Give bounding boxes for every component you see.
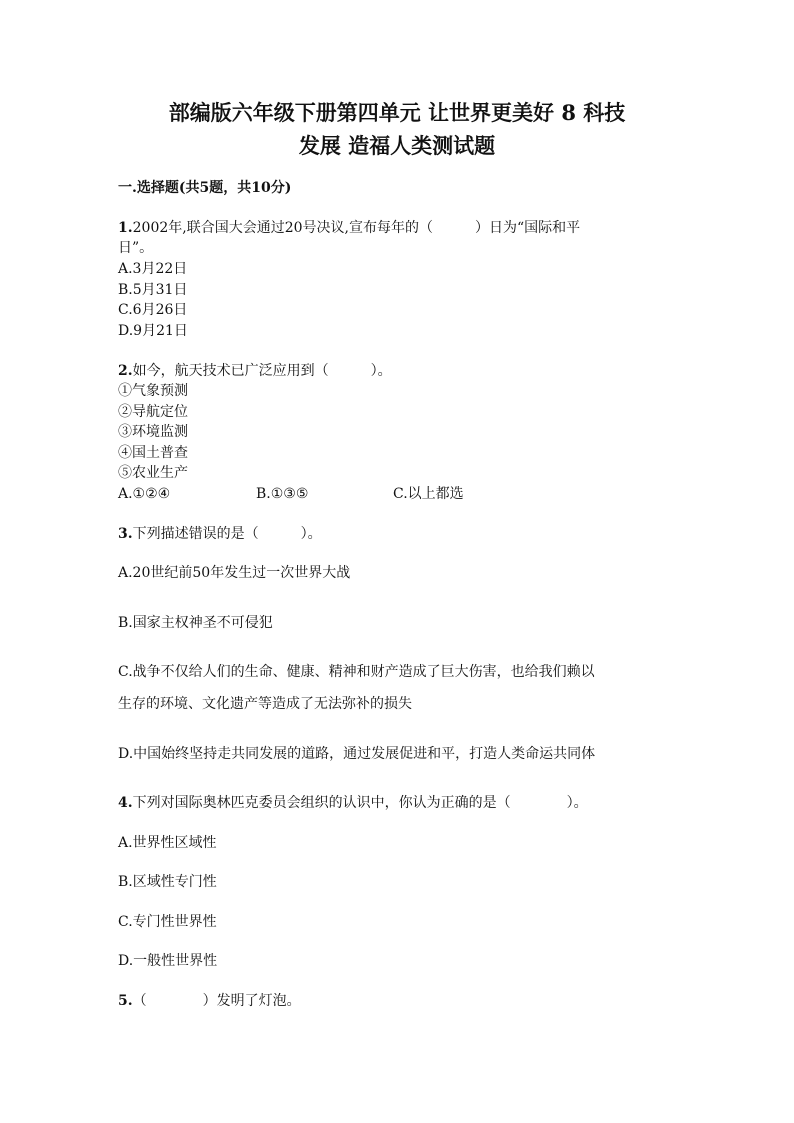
q2-option-c: C.以上都选	[393, 486, 464, 502]
q1-option-b: B.5月31日	[118, 282, 188, 298]
question-text: 如今，航天技术已广泛应用到（ ）。	[132, 363, 392, 379]
q2-item-4: ④国土普查	[118, 445, 188, 461]
question-number: 3.	[118, 526, 133, 542]
q4-option-d: D.一般性世界性	[118, 953, 218, 969]
q3-option-c-continuation: 生存的环境、文化遗产等造成了无法弥补的损失	[118, 696, 412, 712]
q1-option-a: A.3月22日	[118, 261, 188, 277]
q3-option-d: D.中国始终坚持走共同发展的道路，通过发展促进和平，打造人类命运共同体	[118, 746, 596, 762]
question-2	[118, 361, 392, 381]
q2-item-2: ②导航定位	[118, 404, 188, 420]
title-line-1: 部编版六年级下册第四单元 让世界更美好 8 科技	[168, 100, 626, 125]
q4-option-b: B.区域性专门性	[118, 874, 217, 890]
title-line-2: 发展 造福人类测试题	[298, 133, 496, 158]
question-1	[118, 218, 580, 238]
q3-option-b: B.国家主权神圣不可侵犯	[118, 615, 273, 631]
question-text: 2002年,联合国大会通过20号决议,宣布每年的（ ）日为“国际和平	[132, 220, 581, 236]
q2-item-5: ⑤农业生产	[118, 465, 188, 481]
q4-option-c: C.专门性世界性	[118, 914, 217, 930]
question-text: 下列对国际奥林匹克委员会组织的认识中，你认为正确的是（ ）。	[132, 795, 588, 811]
q2-option-b: B.①③⑤	[256, 486, 309, 502]
question-text: （ ）发明了灯泡。	[132, 993, 301, 1009]
section-heading: 一.选择题(共5题，共10分)	[118, 180, 292, 196]
question-3	[118, 524, 322, 544]
question-1-continuation: 日”。	[118, 240, 154, 256]
q2-item-1: ①气象预测	[118, 383, 188, 399]
question-number: 4.	[118, 795, 133, 811]
q1-option-d: D.9月21日	[118, 323, 188, 339]
question-number: 2.	[118, 363, 133, 379]
question-4	[118, 793, 588, 813]
question-5	[118, 991, 301, 1011]
q3-option-c: C.战争不仅给人们的生命、健康、精神和财产造成了巨大伤害，也给我们赖以	[118, 664, 595, 680]
q3-option-a: A.20世纪前50年发生过一次世界大战	[118, 565, 351, 581]
document-title	[80, 96, 714, 162]
question-number: 5.	[118, 993, 133, 1009]
q2-item-3: ③环境监测	[118, 424, 188, 440]
question-text: 下列描述错误的是（ ）。	[132, 526, 322, 542]
q1-option-c: C.6月26日	[118, 302, 188, 318]
q2-option-a: A.①②④	[118, 486, 171, 502]
question-number: 1.	[118, 220, 133, 236]
q4-option-a: A.世界性区域性	[118, 835, 217, 851]
